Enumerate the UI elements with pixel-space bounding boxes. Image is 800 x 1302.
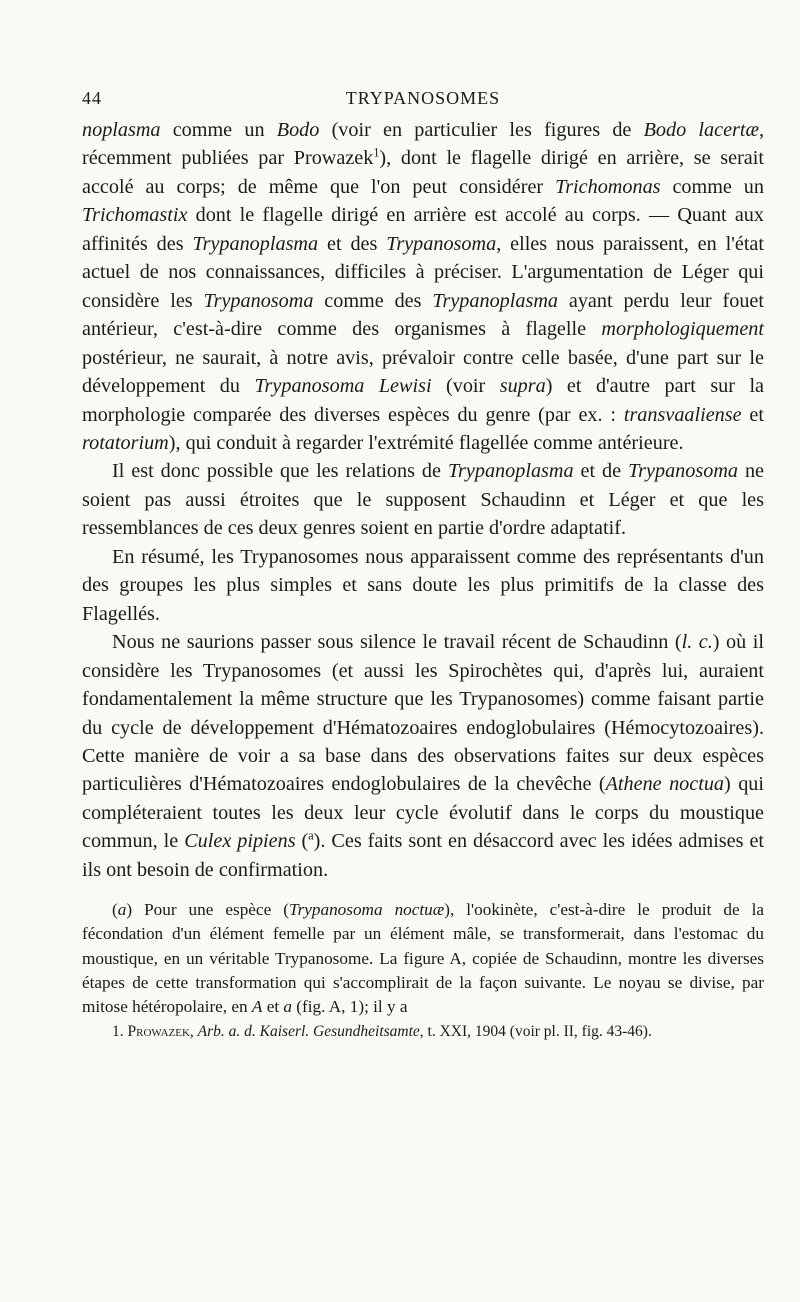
figure-letter: A (251, 997, 263, 1017)
paragraph-1 (82, 116, 764, 457)
text-run: comme un (160, 119, 277, 141)
text-run: ) Pour une espèce ( (126, 900, 289, 920)
figure-letter: a (283, 997, 292, 1017)
genus-name: Trypanosoma (203, 289, 314, 312)
species-name: Bodo lacertæ (643, 119, 759, 141)
emphasis: morphologiquement (601, 318, 764, 341)
footnote-ref: 1 (373, 145, 380, 160)
note-a (82, 898, 764, 1019)
footnote-journal: Arb. a. d. Kaiserl. Gesundheitsamte (197, 1023, 420, 1041)
footnote-author: Prowazek (127, 1023, 190, 1041)
page (82, 88, 764, 1042)
text-run: (voir en particulier les figures de (319, 119, 644, 141)
text-run: ), l'ookinète, c'est-à-dire le produit de la fécondation d'un élément femelle par un élément mâle, se transformerait, dans l'estomac du moustique, en un véritable Trypanosome. La figure A, copiée de Schaudinn, montre les diverses étapes de cette transformation qui s'accomplirait de la façon suivante. Le noyau se divise, par mitose hétéropolaire, en (82, 900, 765, 1017)
footnote-number: 1. (112, 1023, 128, 1041)
text-run: ayant perdu leur fouet antérieur, c'est-à-dire comme des organismes à flagelle (82, 289, 764, 341)
species-name: rotatorium (82, 431, 169, 454)
page-number: 44 (82, 88, 102, 108)
text-run: ( (295, 830, 309, 853)
text-run: , elles nous paraissent, en l'état actuel de nos connaissances, difficiles à préciser. L'argumentation de Léger qui considère les (82, 232, 765, 312)
genus-name: Trypanoplasma (192, 232, 319, 255)
page-header (82, 88, 764, 116)
text-run: et (262, 997, 284, 1017)
running-title: TRYPANOSOMES (345, 88, 501, 108)
paragraph-4 (82, 628, 764, 884)
text-run: Il est donc possible que les relations de (112, 460, 448, 483)
emphasis: supra (499, 375, 546, 398)
text-run: ne soient pas aussi étroites que le supposent Schaudinn et Léger et que les ressemblances de ces deux genres soient en partie d'ordre adaptatif. (82, 460, 765, 540)
genus-name: Trypanoplasma (447, 460, 574, 483)
text-run: comme un (660, 175, 764, 198)
text-run: ) où il considère les Trypanosomes (et aussi les Spirochètes qui, d'après lui, auraient fondamentalement la même structure que les Trypanosomes) comme faisant partie du cycle de développement d'Hématozoaires endoglobulaires (Hémocytozoaires). Cette manière de voir a sa base dans des observations faites sur deux espèces particulières d'Hématozoaires endoglobulaires de la chevêche ( (82, 631, 764, 796)
genus-name: Trichomastix (82, 204, 188, 227)
text-run: , (189, 1023, 198, 1041)
text-run: ) qui compléteraient toutes les deux leur cycle évolutif dans le corps du moustique commun, le (82, 773, 764, 853)
species-name: Athene noctua (605, 773, 725, 796)
note-ref: a (308, 828, 314, 843)
citation: l. c. (681, 631, 713, 654)
text-run: ) et d'autre part sur la morphologie comparée des diverses espèces du genre (par ex. : (82, 375, 765, 426)
text-run: comme des (313, 289, 433, 312)
genus-name: Trypanosoma (628, 460, 738, 483)
genus-name: Trypanoplasma (432, 289, 558, 312)
text-run: Nous ne saurions passer sous silence le travail récent de Schaudinn ( (112, 631, 682, 654)
text-run: (fig. A, 1); il y a (292, 997, 408, 1017)
species-name: Culex pipiens (184, 830, 296, 853)
genus-name: noplasma (82, 119, 161, 141)
species-name: transvaaliense (623, 403, 742, 426)
species-name: Trypanosoma Lewisi (254, 375, 432, 398)
footnote-1 (82, 1022, 764, 1042)
paragraph-3 (82, 543, 764, 628)
text-run: et (741, 403, 764, 426)
text-run: ), qui conduit à regarder l'extrémité flagellée comme antérieure. (168, 431, 684, 454)
text-run: , t. XXI, 1904 (voir pl. II, fig. 43-46). (419, 1023, 652, 1041)
genus-name: Bodo (276, 119, 320, 141)
text-run: et de (573, 460, 629, 483)
genus-name: Trichomonas (555, 175, 661, 198)
text-run: ). Ces faits sont en désaccord avec les idées admises et ils ont besoin de confirmation. (82, 830, 765, 881)
genus-name: Trypanosoma (386, 232, 497, 255)
text-run: postérieur, ne saurait, à notre avis, prévaloir contre celle basée, d'une part sur le développement du (82, 346, 764, 398)
text-run: (voir (431, 375, 500, 398)
text-run: ( (112, 900, 118, 920)
note-label: a (117, 900, 127, 920)
text-run: En résumé, les Trypanosomes nous apparaissent comme des représentants d'un des groupes les plus simples et sans doute les plus primitifs de la classe des Flagellés. (82, 545, 764, 625)
text-run: ), dont le flagelle dirigé en arrière, se serait accolé au corps; de même que l'on peut considérer (82, 147, 764, 198)
species-name: Trypanosoma noctuæ (288, 900, 445, 920)
paragraph-2 (82, 457, 764, 542)
text-run: et des (318, 232, 387, 255)
text-run: , récemment publiées par Prowazek (82, 119, 765, 170)
main-text (82, 116, 764, 884)
text-run: dont le flagelle dirigé en arrière est accolé au corps. — Quant aux affinités des (82, 204, 764, 255)
